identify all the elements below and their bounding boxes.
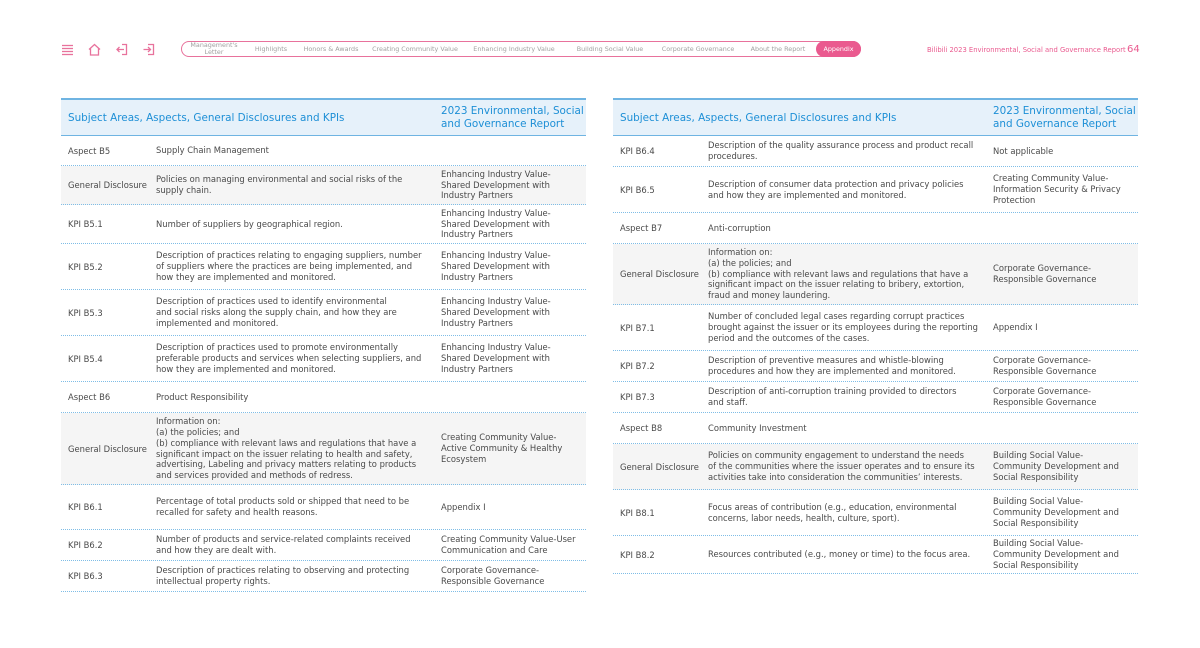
row-reference (434, 565, 586, 587)
row-id: Aspect B5 (68, 145, 111, 156)
row-description (156, 496, 434, 518)
row-id: KPI B6.1 (68, 502, 103, 512)
row-description-text: Community Investment (708, 422, 807, 433)
row-id: Aspect B7 (620, 223, 663, 233)
row-description-text: Percentage of total products sold or shipped that need to be recalled for safety and health reasons. (156, 496, 410, 517)
nav-item-building-social-value[interactable]: Building Social Value (576, 44, 644, 53)
row-description-text: Description of anti-corruption training provided to directors and staff. (708, 386, 957, 407)
row-reference-text: Appendix I (993, 322, 1038, 333)
row-reference-text: Enhancing Industry Value- Shared Development with Industry Partners (441, 296, 551, 328)
table-row (61, 336, 586, 382)
row-reference (986, 496, 1138, 528)
table-row (613, 167, 1138, 213)
row-id: KPI B6.4 (620, 146, 655, 156)
row-reference (434, 296, 586, 328)
row-reference (986, 355, 1138, 377)
row-reference-text: Enhancing Industry Value- Shared Development with Industry Partners (441, 168, 551, 201)
row-description-text: Information on: (a) the policies; and (b) compliance with relevant laws and regulations that have a significant impact on the issuer relating to bribery, extortion, fraud and money laundering. (708, 247, 969, 301)
row-description (708, 311, 986, 343)
row-description-text: Description of practices used to promote environmentally preferable products and services when selecting suppliers, and how they are implemented and monitored. (156, 342, 422, 374)
row-description (156, 416, 434, 481)
nav-item-enhancing-industry-value[interactable]: Enhancing Industry Value (473, 44, 555, 53)
table-header (613, 98, 1138, 136)
table-row (613, 382, 1138, 413)
row-description (708, 423, 986, 434)
row-description-text: Description of practices relating to observing and protecting intellectual property rights. (156, 565, 410, 586)
header-report-reference-text: 2023 Environmental, Social and Governance Report (993, 104, 1136, 130)
row-reference (986, 538, 1138, 570)
row-id: KPI B5.1 (68, 219, 103, 229)
row-reference (434, 502, 586, 513)
left-index-table (61, 98, 586, 592)
table-row (61, 530, 586, 561)
row-description-text: Supply Chain Management (156, 145, 269, 156)
row-id: KPI B5.3 (68, 307, 103, 318)
row-reference (434, 250, 586, 282)
row-reference (434, 169, 586, 201)
row-description (708, 179, 986, 201)
row-description (156, 145, 434, 156)
row-description (708, 502, 986, 524)
nav-item-appendix[interactable]: Appendix (816, 41, 861, 57)
row-reference-text: Creating Community Value-User Communication and Care (441, 534, 576, 555)
row-reference-text: Enhancing Industry Value- Shared Development with Industry Partners (441, 207, 551, 240)
toolbar-icons (60, 42, 156, 57)
header-report-reference-text: 2023 Environmental, Social and Governance Report (441, 104, 584, 130)
row-description (156, 565, 434, 587)
top-bar (0, 0, 1200, 100)
nav-item-creating-community-value[interactable]: Creating Community Value (372, 44, 458, 53)
table-row (613, 490, 1138, 536)
row-description (708, 223, 986, 234)
nav-item-highlights[interactable]: Highlights (254, 44, 288, 53)
header-report-reference (986, 105, 1138, 131)
row-id: KPI B7.3 (620, 392, 655, 402)
table-row (61, 136, 586, 166)
row-reference-text: Corporate Governance- Responsible Governance (993, 263, 1097, 284)
table-row (613, 305, 1138, 351)
report-name: Bilibili 2023 Environmental, Social and Governance Report (927, 46, 1126, 54)
row-description-text: Information on: (a) the policies; and (b) compliance with relevant laws and regulations that have a significant impact on the issuer relating to health and safety, advertising, Labeling and privacy matters relating to products and services provided and methods of redress. (156, 416, 417, 481)
row-id: KPI B6.3 (68, 571, 103, 581)
row-reference-text: Corporate Governance- Responsible Governance (993, 355, 1097, 376)
row-description (708, 549, 986, 560)
forward-icon[interactable] (141, 42, 156, 57)
header-report-reference (434, 105, 586, 131)
row-description-text: Product Responsibility (156, 391, 249, 402)
row-reference (986, 450, 1138, 482)
table-row (613, 413, 1138, 444)
row-id: KPI B8.2 (620, 549, 655, 560)
row-id: General Disclosure (620, 461, 699, 472)
row-reference (986, 173, 1138, 205)
row-id: General Disclosure (68, 443, 147, 454)
row-reference (434, 534, 586, 556)
row-id: KPI B6.2 (68, 540, 103, 550)
table-row (61, 166, 586, 205)
row-description-text: Focus areas of contribution (e.g., education, environmental concerns, labor needs, health, culture, sport). (708, 501, 957, 523)
home-icon[interactable] (87, 42, 102, 57)
row-reference-text: Creating Community Value- Information Security & Privacy Protection (993, 173, 1121, 205)
nav-item-corporate-governance[interactable]: Corporate Governance (661, 44, 735, 53)
table-header (61, 98, 586, 136)
table-row (61, 561, 586, 592)
row-description (156, 342, 434, 374)
row-description-text: Description of practices used to identify environmental and social risks along the supply chain, and how they are implemented and monitored. (156, 296, 397, 328)
table-row (613, 444, 1138, 490)
row-reference-text: Creating Community Value- Active Community & Healthy Ecosystem (441, 432, 563, 464)
row-description (708, 355, 986, 377)
row-description (708, 140, 986, 162)
row-reference-text: Enhancing Industry Value- Shared Development with Industry Partners (441, 342, 551, 374)
menu-icon[interactable] (60, 42, 75, 57)
right-index-table (613, 98, 1138, 574)
row-description (156, 392, 434, 403)
row-id: General Disclosure (68, 180, 147, 190)
row-reference (986, 386, 1138, 408)
row-reference (434, 432, 586, 464)
table-row (61, 413, 586, 485)
table-row (61, 290, 586, 336)
table-row (613, 536, 1138, 574)
row-description (708, 386, 986, 408)
table-row (61, 244, 586, 290)
row-description (156, 219, 434, 230)
header-subject-areas: Subject Areas, Aspects, General Disclosures and KPIs (620, 111, 897, 124)
table-row (613, 213, 1138, 244)
row-id: KPI B5.2 (68, 261, 103, 272)
row-description-text: Resources contributed (e.g., money or time) to the focus area. (708, 549, 971, 560)
row-description-text: Anti-corruption (708, 222, 771, 233)
row-description (156, 296, 434, 328)
row-description-text: Description of preventive measures and whistle-blowing procedures and how they are implemented and monitored. (708, 355, 956, 376)
row-reference (434, 342, 586, 374)
row-reference-text: Building Social Value- Community Development and Social Responsibility (993, 450, 1119, 482)
row-reference-text: Corporate Governance- Responsible Governance (441, 565, 545, 586)
table-row (613, 244, 1138, 305)
row-id: KPI B7.1 (620, 322, 655, 333)
row-reference-text: Corporate Governance- Responsible Governance (993, 386, 1097, 407)
row-description-text: Number of suppliers by geographical region. (156, 218, 343, 229)
row-description (156, 174, 434, 196)
table-row (61, 205, 586, 244)
row-description-text: Number of concluded legal cases regarding corrupt practices brought against the issuer or its employees during the reporting period and the outcomes of the cases. (708, 311, 978, 343)
row-description-text: Description of practices relating to engaging suppliers, number of suppliers where the practices are being implemented, and how they are implemented and monitored. (156, 250, 422, 282)
row-description (156, 534, 434, 556)
table-row (613, 136, 1138, 167)
table-row (613, 351, 1138, 382)
row-reference (986, 263, 1138, 285)
row-description-text: Policies on community engagement to understand the needs of the communities where the issuer operates and to ensure its activities take into consideration the communities’ interests. (708, 450, 975, 482)
nav-item-honors-awards[interactable]: Honors & Awards (303, 44, 359, 53)
row-id: KPI B6.5 (620, 184, 655, 195)
row-id: Aspect B8 (620, 423, 663, 433)
page-number: 64 (1127, 44, 1140, 55)
nav-item-about-the-report[interactable]: About the Report (750, 44, 806, 53)
row-reference (434, 208, 586, 240)
row-description-text: Number of products and service-related complaints received and how they are dealt with. (156, 534, 411, 555)
row-id: General Disclosure (620, 269, 699, 279)
table-row (61, 485, 586, 530)
row-reference-text: Building Social Value- Community Development and Social Responsibility (993, 538, 1119, 570)
row-id: KPI B8.1 (620, 507, 655, 518)
nav-item-managements-letter[interactable]: Management's Letter (190, 41, 238, 56)
section-nav (181, 41, 861, 57)
row-reference-text: Not applicable (993, 145, 1054, 156)
header-subject-areas: Subject Areas, Aspects, General Disclosures and KPIs (68, 111, 345, 124)
row-description-text: Policies on managing environmental and social risks of the supply chain. (156, 174, 403, 195)
row-description-text: Description of the quality assurance process and product recall procedures. (708, 140, 974, 161)
row-reference-text: Building Social Value- Community Development and Social Responsibility (993, 496, 1119, 528)
row-id: Aspect B6 (68, 392, 111, 402)
row-id: KPI B5.4 (68, 353, 103, 364)
row-description-text: Description of consumer data protection and privacy policies and how they are implemented and monitored. (708, 178, 964, 200)
row-reference (986, 146, 1138, 157)
row-reference (986, 322, 1138, 333)
row-id: KPI B7.2 (620, 361, 655, 371)
row-description (156, 250, 434, 282)
table-row (61, 382, 586, 413)
row-reference-text: Enhancing Industry Value- Shared Development with Industry Partners (441, 250, 551, 282)
row-description (708, 247, 986, 301)
back-icon[interactable] (114, 42, 129, 57)
row-description (708, 450, 986, 482)
row-reference-text: Appendix I (441, 501, 486, 512)
